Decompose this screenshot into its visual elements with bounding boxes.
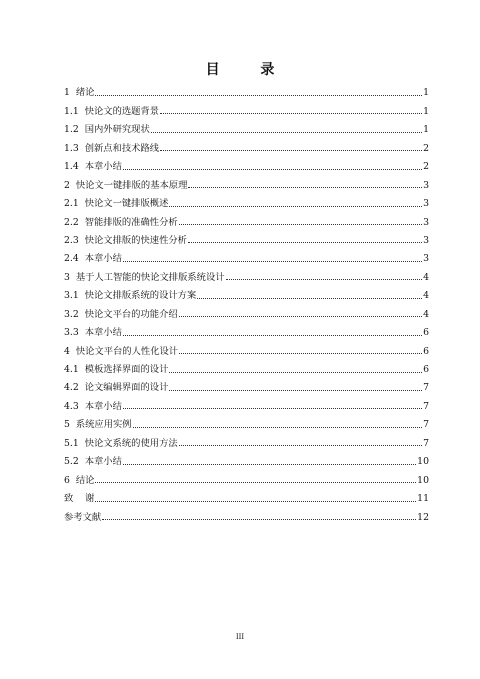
toc-entry-label: 3.3 本章小结 (64, 327, 122, 339)
toc-entry[interactable] (64, 80, 429, 98)
dot-leader (151, 132, 422, 133)
toc-entry[interactable] (64, 320, 429, 338)
toc-entry-page: 12 (417, 511, 429, 523)
toc-entry-label: 6 结论 (64, 474, 95, 486)
toc-entry-page: 7 (423, 400, 429, 412)
toc-entry-page: 2 (423, 142, 429, 154)
toc-entry-label: 2.3 快论文排版的快速性分析 (64, 234, 187, 246)
toc-entry-page: 3 (423, 216, 429, 228)
toc-entry[interactable] (64, 449, 429, 467)
dot-leader (197, 298, 422, 299)
dot-leader (102, 519, 416, 520)
toc-entry-page: 7 (423, 437, 429, 449)
toc-entry-page: 6 (423, 364, 429, 375)
toc-entry-page: 1 (423, 87, 429, 99)
dot-leader (169, 372, 422, 373)
dot-leader (179, 224, 422, 225)
toc-entry[interactable] (64, 117, 429, 135)
dot-leader (179, 316, 422, 317)
toc-entry[interactable] (64, 283, 429, 301)
toc-entry-label: 4.3 本章小结 (64, 400, 122, 412)
toc-entry-page: 3 (423, 198, 429, 210)
toc-entry-label: 2.4 本章小结 (64, 253, 122, 265)
toc-entry[interactable] (64, 430, 429, 448)
toc-entry[interactable] (64, 393, 429, 411)
toc-entry-label: 2.2 智能排版的准确性分析 (64, 216, 178, 228)
dot-leader (95, 501, 416, 502)
toc-entry[interactable] (64, 172, 429, 190)
toc-entry-page: 6 (423, 345, 429, 357)
toc-entry-label: 4.1 模板选择界面的设计 (64, 364, 169, 375)
toc-entry[interactable] (64, 246, 429, 264)
toc-title: 目 录 (205, 62, 293, 78)
toc-entry-page: 7 (423, 419, 429, 431)
dot-leader (95, 482, 416, 483)
toc-entry-page: 1 (423, 105, 429, 117)
toc-entry-page: 3 (423, 179, 429, 191)
toc-entry[interactable] (64, 98, 429, 116)
dot-leader (188, 242, 422, 243)
toc-entry-label: 4.2 论文编辑界面的设计 (64, 382, 169, 394)
toc-entry-label: 5 系统应用实例 (64, 419, 132, 431)
page-number-footer: III (235, 633, 245, 641)
toc-entry[interactable] (64, 338, 429, 356)
toc-entry[interactable] (64, 486, 429, 504)
toc-entry-page: 11 (417, 493, 429, 505)
toc-entry-page: 6 (423, 327, 429, 339)
toc-entry-page: 2 (423, 161, 429, 173)
table-of-contents (64, 80, 429, 523)
toc-entry[interactable] (64, 191, 429, 209)
toc-entry-page: 7 (423, 382, 429, 394)
toc-entry[interactable] (64, 412, 429, 430)
toc-entry-label: 1.1 快论文的选题背景 (64, 105, 160, 117)
toc-entry-page: 1 (423, 124, 429, 136)
toc-entry-page: 4 (423, 308, 429, 320)
toc-entry[interactable] (64, 209, 429, 227)
toc-entry[interactable] (64, 135, 429, 153)
toc-entry[interactable] (64, 504, 429, 522)
dot-leader (179, 445, 422, 446)
toc-entry-page: 3 (423, 253, 429, 265)
dot-leader (133, 427, 422, 428)
dot-leader (123, 335, 422, 336)
dot-leader (123, 169, 422, 170)
toc-entry-label: 2.1 快论文一键排版概述 (64, 198, 169, 210)
toc-entry-page: 10 (417, 474, 429, 486)
dot-leader (123, 464, 416, 465)
toc-entry-label: 参考文献 (64, 511, 102, 523)
toc-entry-label: 1.3 创新点和技术路线 (64, 142, 160, 154)
toc-entry-label: 5.1 快论文系统的使用方法 (64, 437, 178, 449)
toc-entry-page: 10 (417, 456, 429, 468)
dot-leader (169, 206, 422, 207)
toc-entry-page: 4 (423, 290, 429, 302)
dot-leader (123, 261, 422, 262)
toc-entry-label: 4 快论文平台的人性化设计 (64, 345, 179, 357)
dot-leader (188, 187, 422, 188)
dot-leader (123, 408, 422, 409)
toc-entry-label: 5.2 本章小结 (64, 456, 122, 468)
toc-entry-label: 2 快论文一键排版的基本原理 (64, 179, 188, 191)
toc-entry[interactable] (64, 154, 429, 172)
toc-entry[interactable] (64, 467, 429, 485)
toc-entry-page: 4 (423, 271, 429, 283)
toc-entry[interactable] (64, 264, 429, 282)
toc-entry-page: 3 (423, 234, 429, 246)
toc-entry[interactable] (64, 357, 429, 375)
toc-entry-label: 1.2 国内外研究现状 (64, 124, 150, 136)
toc-entry-label: 1.4 本章小结 (64, 161, 122, 173)
dot-leader (169, 390, 422, 391)
toc-entry-label: 1 绪论 (64, 87, 95, 99)
dot-leader (160, 113, 422, 114)
toc-entry[interactable] (64, 375, 429, 393)
toc-entry-label: 致 谢 (64, 493, 95, 505)
toc-entry-label: 3.1 快论文排版系统的设计方案 (64, 290, 197, 302)
dot-leader (179, 353, 422, 354)
toc-entry[interactable] (64, 228, 429, 246)
dot-leader (160, 150, 422, 151)
toc-entry-label: 3 基于人工智能的快论文排版系统设计 (64, 271, 225, 283)
toc-entry[interactable] (64, 301, 429, 319)
dot-leader (95, 95, 422, 96)
toc-entry-label: 3.2 快论文平台的功能介绍 (64, 308, 178, 320)
dot-leader (226, 279, 423, 280)
